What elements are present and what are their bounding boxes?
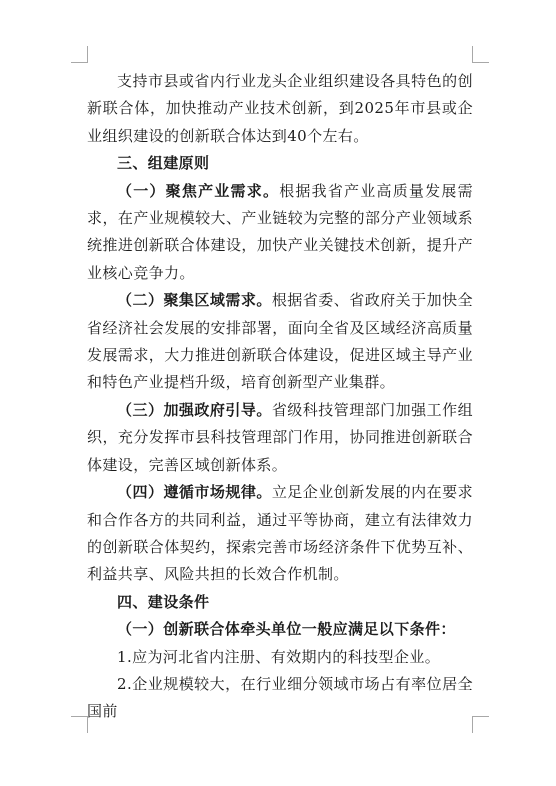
- crop-mark-bottom-left: [71, 716, 88, 733]
- principle-lead: （四）遵循市场规律。: [117, 483, 272, 502]
- intro-paragraph: 支持市县或省内行业龙头企业组织建设各具特色的创新联合体，加快推动产业技术创新，到2025年市县或企业组织建设的创新联合体达到40个左右。: [87, 72, 473, 145]
- principle-paragraph: [87, 287, 473, 397]
- crop-mark-top-left: [71, 46, 88, 63]
- principle-paragraph: [87, 178, 473, 288]
- condition-item: 1.应为河北省内注册、有效期内的科技型企业。: [117, 647, 441, 666]
- principle-paragraph: [87, 397, 473, 479]
- crop-mark-top-right: [472, 46, 489, 63]
- principle-lead: （三）加强政府引导。: [117, 400, 272, 419]
- section-heading-conditions: 四、建设条件: [117, 592, 210, 611]
- document-body: [87, 68, 473, 726]
- principle-text: 立足企业创新发展的内在要求和合作各方的共同利益，通过平等协商，建立有法律效力的创新联合体契约，探索完善市场经济条件下优势互补、利益共享、风险共担的长效合作机制。: [87, 483, 473, 584]
- principle-text: 省级科技管理部门加强工作组织，充分发挥市县科技管理部门作用，协同推进创新联合体建设，完善区域创新体系。: [87, 400, 473, 474]
- principle-lead: （二）聚集区域需求。: [117, 291, 272, 310]
- principle-text: 根据我省产业高质量发展需求，在产业规模较大、产业链较为完整的部分产业领域系统推进创新联合体建设，加快产业关键技术创新，提升产业核心竞争力。: [87, 181, 473, 282]
- principle-text: 根据省委、省政府关于加快全省经济社会发展的安排部署，面向全省及区域经济高质量发展需求，大力推进创新联合体建设，促进区域主导产业和特色产业提档升级，培育创新型产业集群。: [87, 291, 473, 392]
- section-heading-principles: 三、组建原则: [117, 154, 210, 173]
- conditions-sub-heading: （一）创新联合体牵头单位一般应满足以下条件：: [117, 620, 456, 639]
- principle-paragraph: [87, 479, 473, 589]
- crop-mark-bottom-right: [472, 716, 489, 733]
- condition-item: 2.企业规模较大，在行业细分领域市场占有率位居全国前: [87, 674, 473, 721]
- principle-lead: （一）聚焦产业需求。: [117, 181, 280, 200]
